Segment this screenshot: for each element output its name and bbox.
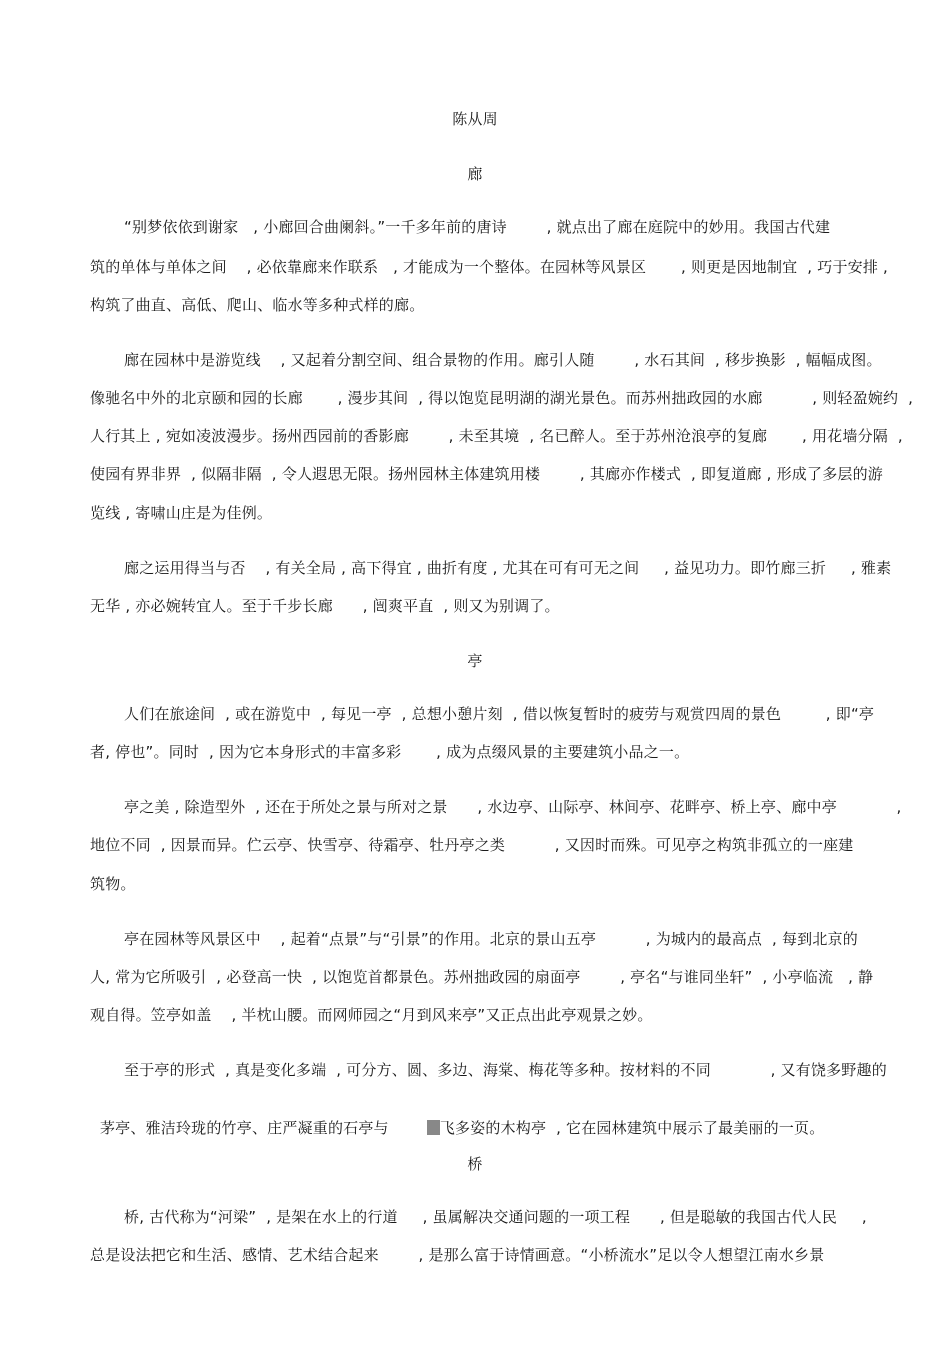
line-segment: 飞多姿的木构亭 , 它在园林建筑中展示了最美丽的一页。	[439, 1119, 825, 1137]
paragraph-line: 筑物。	[90, 875, 136, 893]
line-segment: 茅亭、雅洁玲珑的竹亭、庄严凝重的石亭与	[99, 1119, 389, 1137]
paragraph-line: 览线 , 寄啸山庄是为佳例。	[90, 504, 273, 522]
paragraph-line: 筑的单体与单体之间 , 必依靠廊来作联系 , 才能成为一个整体。在园林等风景区 , 则更是因地制宜 , 巧于安排 ,	[90, 258, 888, 276]
paragraph-line: 使园有界非界 , 似隔非隔 , 令人遐思无限。扬州园林主体建筑用楼 , 其廊亦作楼式 , 即复道廊 , 形成了多层的游	[90, 465, 884, 483]
section-heading-qiao: 桥	[467, 1155, 483, 1173]
paragraph-line: 亭之美 , 除造型外 , 还在于所处之景与所对之景 , 水边亭、山际亭、林间亭、花畔亭、桥上亭、廊中亭 ,	[124, 798, 902, 816]
section-heading-ting: 亭	[467, 652, 483, 670]
paragraph-line: 无华 , 亦必婉转宜人。至于千步长廊 , 闿爽平直 , 则又为别调了。	[90, 597, 560, 615]
paragraph-line: 人们在旅途间 , 或在游览中 , 每见一亭 , 总想小憩片刻 , 借以恢复暂时的疲劳与观赏四周的景色 , 即“亭	[124, 705, 875, 723]
paragraph-line: “别梦依依到谢家 , 小廊回合曲阑斜。”一千多年前的唐诗 , 就点出了廊在庭院中的妙用。我国古代建	[124, 218, 831, 236]
paragraph-line: 人, 常为它所吸引 , 必登高一快 , 以饱览首都景色。苏州拙政园的扇面亭 , 亭名“与谁同坐轩” , 小亭临流 , 静	[90, 968, 874, 986]
paragraph-line: 者, 停也”。同时 , 因为它本身形式的丰富多彩 , 成为点缀风景的主要建筑小品之一。	[90, 743, 690, 761]
paragraph-line: 亭在园林等风景区中 , 起着“点景”与“引景”的作用。北京的景山五亭 , 为城内的最高点 , 每到北京的	[124, 930, 858, 948]
paragraph-line: 像驰名中外的北京颐和园的长廊 , 漫步其间 , 得以饱览昆明湖的湖光景色。而苏州拙政园的水廊 , 则轻盈婉约 ,	[90, 389, 914, 407]
paragraph-line: 桥, 古代称为“河梁” , 是架在水上的行道 , 虽属解决交通问题的一项工程 , 但是聪敏的我国古代人民 ,	[124, 1208, 867, 1226]
paragraph-line: 地位不同 , 因景而异。伫云亭、快雪亭、待霜亭、牡丹亭之类 , 又因时而殊。可见亭之构筑非孤立的一座建	[90, 836, 854, 854]
paragraph-line: 构筑了曲直、高低、爬山、临水等多种式样的廊。	[90, 296, 425, 314]
paragraph-line-split	[90, 1098, 824, 1138]
paragraph-line: 人行其上 , 宛如凌波漫步。扬州西园前的香影廊 , 未至其境 , 名已醉人。至于苏州沧浪亭的复廊 , 用花墙分隔 ,	[90, 427, 903, 445]
paragraph-line: 总是设法把它和生活、感情、艺术结合起来 , 是那么富于诗情画意。“小桥流水”足以令人想望江南水乡景	[90, 1246, 825, 1264]
paragraph-line: 廊在园林中是游览线 , 又起着分割空间、组合景物的作用。廊引人随 , 水石其间 , 移步换影 , 幅幅成图。	[124, 351, 882, 369]
section-heading-lang: 廊	[467, 165, 483, 183]
paragraph-line: 廊之运用得当与否 , 有关全局 , 高下得宜 , 曲折有度 , 尤其在可有可无之间 , 益见功力。即竹廊三折 , 雅素	[124, 559, 892, 577]
author-title: 陈从周	[452, 110, 498, 128]
paragraph-line: 观自得。笠亭如盖 , 半枕山腰。而网师园之“月到风来亭”又正点出此亭观景之妙。	[90, 1006, 653, 1024]
paragraph-line: 至于亭的形式 , 真是变化多端 , 可分方、圆、多边、海棠、梅花等多种。按材料的不同 , 又有饶多野趣的	[124, 1061, 887, 1079]
blurred-glyph-icon	[427, 1120, 440, 1135]
